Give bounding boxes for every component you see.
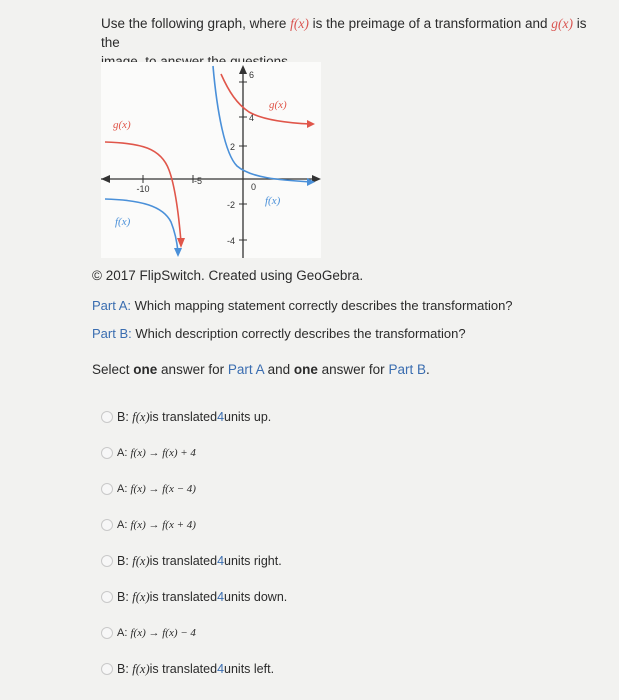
option-text: is translated bbox=[149, 662, 218, 676]
copyright-text: © 2017 FlipSwitch. Created using GeoGebra. bbox=[92, 268, 364, 283]
option-prefix: A: bbox=[117, 627, 128, 639]
intro-line1-a: Use the following graph, where bbox=[101, 16, 291, 31]
select-emphasis: one bbox=[133, 362, 158, 377]
option-prefix: B: bbox=[117, 590, 129, 604]
option-number: 4 bbox=[217, 590, 225, 604]
select-text: answer for bbox=[317, 362, 389, 377]
y-tick-label: -2 bbox=[226, 200, 235, 210]
part-a-label: Part A: bbox=[92, 298, 132, 313]
f-function-label: f(x) bbox=[290, 16, 309, 31]
option-function: f(x) bbox=[132, 553, 150, 568]
option-number: 4 bbox=[217, 662, 225, 676]
option-function: f(x) bbox=[132, 409, 150, 424]
radio-button[interactable] bbox=[101, 411, 113, 423]
part-b-text: Which description correctly describes the transformation? bbox=[131, 326, 466, 341]
option-text: units left. bbox=[224, 662, 275, 676]
answer-option-a-x-plus-4[interactable] bbox=[101, 516, 196, 534]
answer-option-b-down[interactable] bbox=[101, 588, 287, 606]
radio-button[interactable] bbox=[101, 591, 113, 603]
option-prefix: A: bbox=[117, 483, 128, 495]
f-left-arrow-icon bbox=[174, 248, 182, 257]
g-right-arrow-icon bbox=[307, 120, 315, 128]
radio-button[interactable] bbox=[101, 447, 113, 459]
option-text: is translated bbox=[149, 554, 218, 568]
select-emphasis: one bbox=[293, 362, 318, 377]
select-text: . bbox=[425, 362, 430, 377]
radio-button[interactable] bbox=[101, 483, 113, 495]
part-b-question bbox=[92, 326, 466, 341]
x-tick-label: -5 bbox=[193, 176, 203, 186]
part-b-link: Part B bbox=[388, 362, 426, 377]
option-text: units up. bbox=[224, 410, 272, 424]
option-number: 4 bbox=[217, 410, 225, 424]
y-tick-label: 6 bbox=[249, 70, 255, 80]
radio-button[interactable] bbox=[101, 519, 113, 531]
option-prefix: B: bbox=[117, 554, 129, 568]
g-right-curve bbox=[221, 74, 311, 124]
y-tick-label: 2 bbox=[229, 142, 235, 152]
g-function-label: g(x) bbox=[551, 16, 573, 31]
part-a-question bbox=[92, 298, 513, 313]
select-instruction bbox=[92, 362, 430, 377]
x-tick-label: -10 bbox=[136, 184, 150, 194]
option-text: is translated bbox=[149, 410, 218, 424]
x-tick-label: 0 bbox=[251, 182, 257, 192]
option-mapping: f(x) → f(x + 4) bbox=[130, 519, 196, 531]
option-mapping: f(x) → f(x) + 4 bbox=[130, 447, 196, 459]
intro-line1-b: is the preimage of a transformation and bbox=[308, 16, 552, 31]
answer-option-b-right[interactable] bbox=[101, 552, 282, 570]
option-mapping: f(x) → f(x) − 4 bbox=[130, 627, 196, 639]
option-function: f(x) bbox=[132, 661, 150, 676]
option-number: 4 bbox=[217, 554, 225, 568]
option-text: is translated bbox=[149, 590, 218, 604]
option-prefix: A: bbox=[117, 447, 128, 459]
answer-option-a-plus-4[interactable] bbox=[101, 444, 196, 462]
radio-button[interactable] bbox=[101, 627, 113, 639]
part-b-label: Part B: bbox=[92, 326, 132, 341]
select-text: and bbox=[263, 362, 294, 377]
answer-option-b-up[interactable] bbox=[101, 408, 271, 426]
option-mapping: f(x) → f(x − 4) bbox=[130, 483, 196, 495]
option-prefix: B: bbox=[117, 662, 129, 676]
g-left-label: g(x) bbox=[113, 119, 131, 131]
radio-button[interactable] bbox=[101, 663, 113, 675]
function-graph bbox=[101, 62, 321, 258]
answer-option-b-left[interactable] bbox=[101, 660, 274, 678]
option-text: units right. bbox=[224, 554, 282, 568]
x-axis-left-arrow-icon bbox=[101, 175, 110, 183]
radio-button[interactable] bbox=[101, 555, 113, 567]
y-axis-arrow-icon bbox=[239, 65, 247, 74]
select-text: Select bbox=[92, 362, 134, 377]
g-left-arrow-icon bbox=[177, 238, 185, 248]
f-right-curve bbox=[213, 66, 311, 182]
answer-option-a-x-minus-4[interactable] bbox=[101, 480, 196, 498]
f-right-label: f(x) bbox=[265, 195, 281, 207]
answer-option-a-minus-4[interactable] bbox=[101, 624, 196, 642]
option-prefix: A: bbox=[117, 519, 128, 531]
option-text: units down. bbox=[224, 590, 288, 604]
option-prefix: B: bbox=[117, 410, 129, 424]
option-function: f(x) bbox=[132, 589, 150, 604]
part-a-text: Which mapping statement correctly describes the transformation? bbox=[131, 298, 513, 313]
select-text: answer for bbox=[157, 362, 228, 377]
y-tick-label: -4 bbox=[226, 236, 235, 246]
g-right-label: g(x) bbox=[269, 99, 287, 111]
y-tick-label: 4 bbox=[249, 113, 255, 123]
f-left-label: f(x) bbox=[115, 216, 131, 228]
graph-svg bbox=[101, 62, 321, 258]
intro-line1-c: is the bbox=[101, 16, 587, 50]
part-a-link: Part A bbox=[227, 362, 264, 377]
